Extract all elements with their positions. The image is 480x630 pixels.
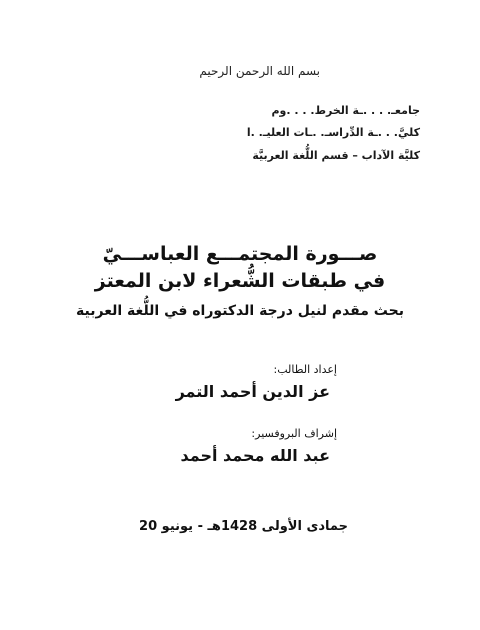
thesis-title-line-2: في طبقات الشُّعراء لابن المعتز (94, 270, 386, 292)
university-name: جامعـ. . . .ـة الخرط. . . .وم (271, 104, 420, 117)
thesis-title-line-1: صـــورة المجتمـــع العباســـيّ (102, 243, 378, 265)
supervisor-label: إشراف البروفسير: (251, 427, 337, 440)
thesis-subtitle: بحث مقدم لنيل درجة الدكتوراه في اللُّغة العربية (76, 303, 404, 319)
submission-date: جمادى الأولى 1428هـ - يونيو 20 (139, 519, 348, 534)
prepared-by-label: إعداد الطالب: (273, 363, 337, 376)
basmala: بسم الله الرحمن الرحيم (199, 64, 320, 78)
student-name: عز الدين أحمد التمر (175, 382, 330, 401)
faculty-department-name: كليَّة الآداب – قسم اللُّغة العربيَّة (252, 149, 420, 162)
graduate-college-name: كليَّ. . .ـة الدِّراسـ. .ـات العليـ. .ا (246, 126, 420, 139)
supervisor-name: عبد الله محمد أحمد (180, 446, 330, 465)
